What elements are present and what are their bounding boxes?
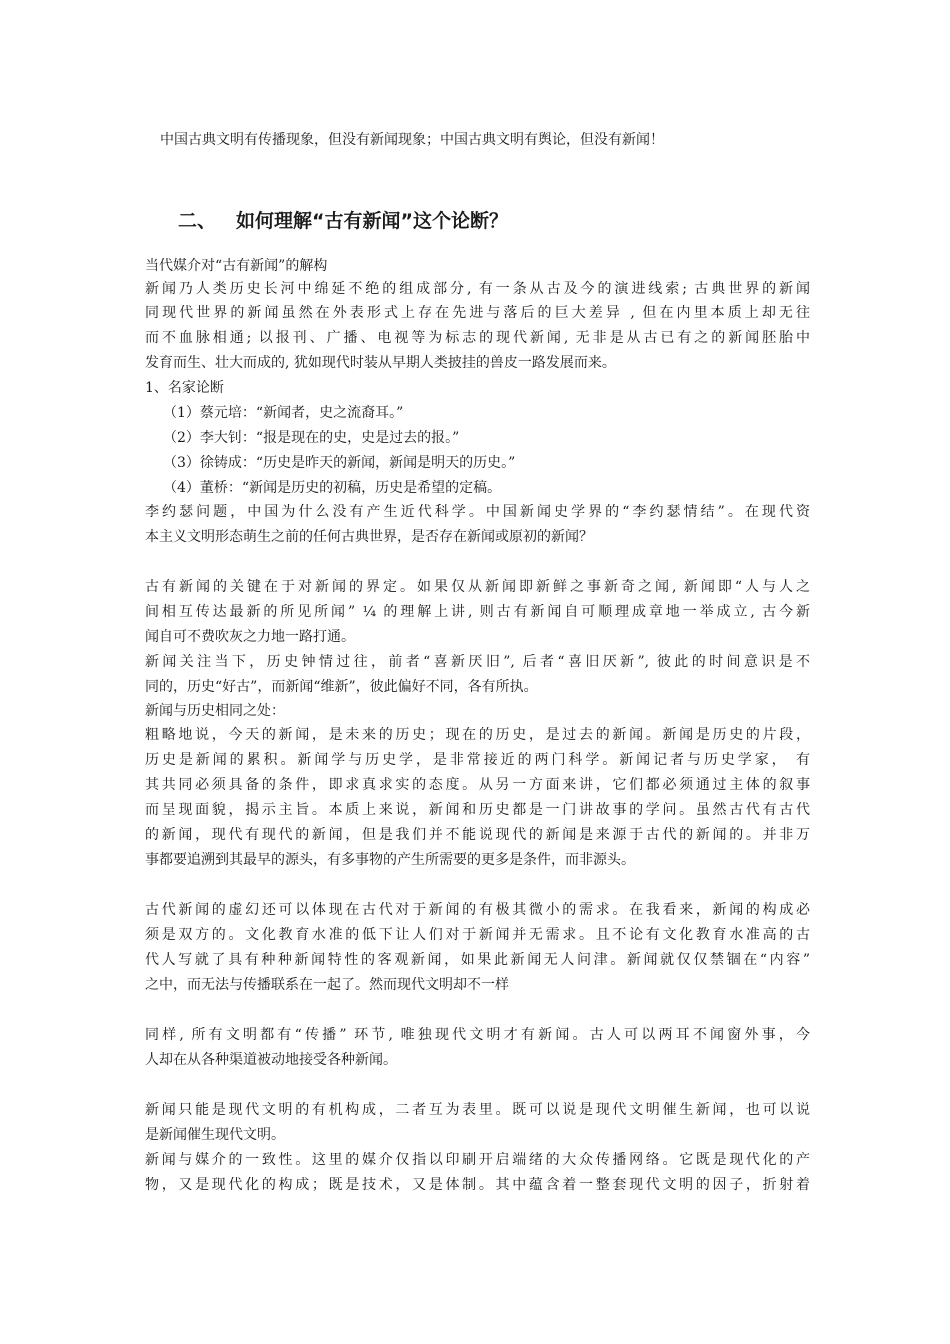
paragraph-line: 历史是新闻的累积。新闻学与历史学，是非常接近的两门科学。新闻记者与历史学家， 有 [145,752,810,768]
paragraph-line: 须是双方的。文化教育水准的低下让人们对于新闻并无需求。且不论有文化教育水准高的古 [145,927,810,943]
paragraph-line: 其共同必须具备的条件，即求真求实的态度。从另一方面来讲，它们都必须通过主体的叙事 [145,777,810,793]
quote-item: （1）蔡元培：“新闻者，史之流裔耳。” [163,405,404,421]
quote-item: （4）董桥：“新闻是历史的初稿，历史是希望的定稿。 [163,480,502,496]
paragraph-line: 本主义文明形态萌生之前的任何古典世界，是否存在新闻或原初的新闻？ [145,529,593,545]
paragraph-line: 代人写就了具有种种新闻特性的客观新闻，如果此新闻无人问津。新闻就仅仅禁锢在“内容” [145,952,810,968]
quote-item: （2）李大钊：“报是现在的史，史是过去的报。” [163,430,460,446]
paragraph-line: 人却在从各种渠道被动地接受各种新闻。 [145,1052,397,1068]
heading-number: 二、 [178,210,217,232]
quote-item: （3）徐铸成：“历史是昨天的新闻，新闻是明天的历史。” [163,455,516,471]
paragraph-line: 的新闻，现代有现代的新闻，但是我们并不能说现代的新闻是来源于古代的新闻的。并非万 [145,827,810,843]
paragraph-line: 之中，而无法与传播联系在一起了。然而现代文明却不一样 [145,977,509,993]
paragraph-line: 物，又是现代化的构成；既是技术，又是体制。其中蕴含着一整套现代文明的因子，折射着 [145,1177,810,1193]
paragraph-line: 间相互传达最新的所见所闻” ¼ 的理解上讲, 则古有新闻自可顺理成章地一举成立, 古今新 [145,604,810,620]
paragraph-line: 新闻与媒介的一致性。这里的媒介仅指以印刷开启端绪的大众传播网络。它既是现代化的产 [145,1152,810,1168]
paragraph-line: 而不血脉相通; 以报刊、广播、电视等为标志的现代新闻, 无非是从古已有之的新闻胚胎中 [145,330,810,346]
paragraph-line: 新闻乃人类历史长河中绵延不绝的组成部分, 有一条从古及今的演进线索; 古典世界的新闻 [145,281,810,297]
subheading: 1、名家论断 [145,380,224,396]
paragraph-line: 事都要追溯到其最早的源头，有多事物的产生所需要的更多是条件，而非源头。 [145,852,635,868]
section-heading [178,205,508,237]
paragraph-line: 新闻只能是现代文明的有机构成，二者互为表里。既可以说是现代文明催生新闻，也可以说 [145,1102,810,1118]
paragraph-line: 而呈现面貌，揭示主旨。本质上来说，新闻和历史都是一门讲故事的学问。虽然古代有古代 [145,802,810,818]
paragraph-line: 新闻关注当下，历史钟情过往，前者“喜新厌旧”, 后者“喜旧厌新”, 彼此的时间意识是不 [145,654,810,670]
paragraph-line: 古代新闻的虚幻还可以体现在古代对于新闻的有极其微小的需求。在我看来，新闻的构成必 [145,902,810,918]
paragraph-title: 新闻与历史相同之处： [145,703,285,719]
paragraph-line: 李约瑟问题，中国为什么没有产生近代科学。中国新闻史学界的“李约瑟情结”。在现代资 [145,504,810,520]
paragraph-line: 闻自可不费吹灰之力地一路打通。 [145,629,355,645]
intro-line: 中国古典文明有传播现象，但没有新闻现象；中国古典文明有舆论，但没有新闻！ [160,132,664,148]
paragraph-line: 同样, 所有文明都有“传播” 环节, 唯独现代文明才有新闻。古人可以两耳不闻窗外事，今 [145,1027,810,1043]
heading-title: 如何理解“古有新闻”这个论断？ [236,210,508,232]
paragraph-line: 发育而生、壮大而成的, 犹如现代时装从早期人类披挂的兽皮一路发展而来。 [145,355,616,371]
paragraph-line: 古有新闻的关键在于对新闻的界定。如果仅从新闻即新鲜之事新奇之闻, 新闻即“人与人之 [145,579,810,595]
paragraph-line: 粗略地说，今天的新闻，是未来的历史；现在的历史，是过去的新闻。新闻是历史的片段， [145,727,810,743]
paragraph-line: 同的，历史“好古”，而新闻“维新”，彼此偏好不同，各有所执。 [145,679,538,695]
section-title: 当代媒介对“古有新闻”的解构 [145,258,328,274]
paragraph-line: 同现代世界的新闻虽然在外表形式上存在先进与落后的巨大差异 , 但在内里本质上却无往 [145,305,810,321]
paragraph-line: 是新闻催生现代文明。 [145,1127,285,1143]
